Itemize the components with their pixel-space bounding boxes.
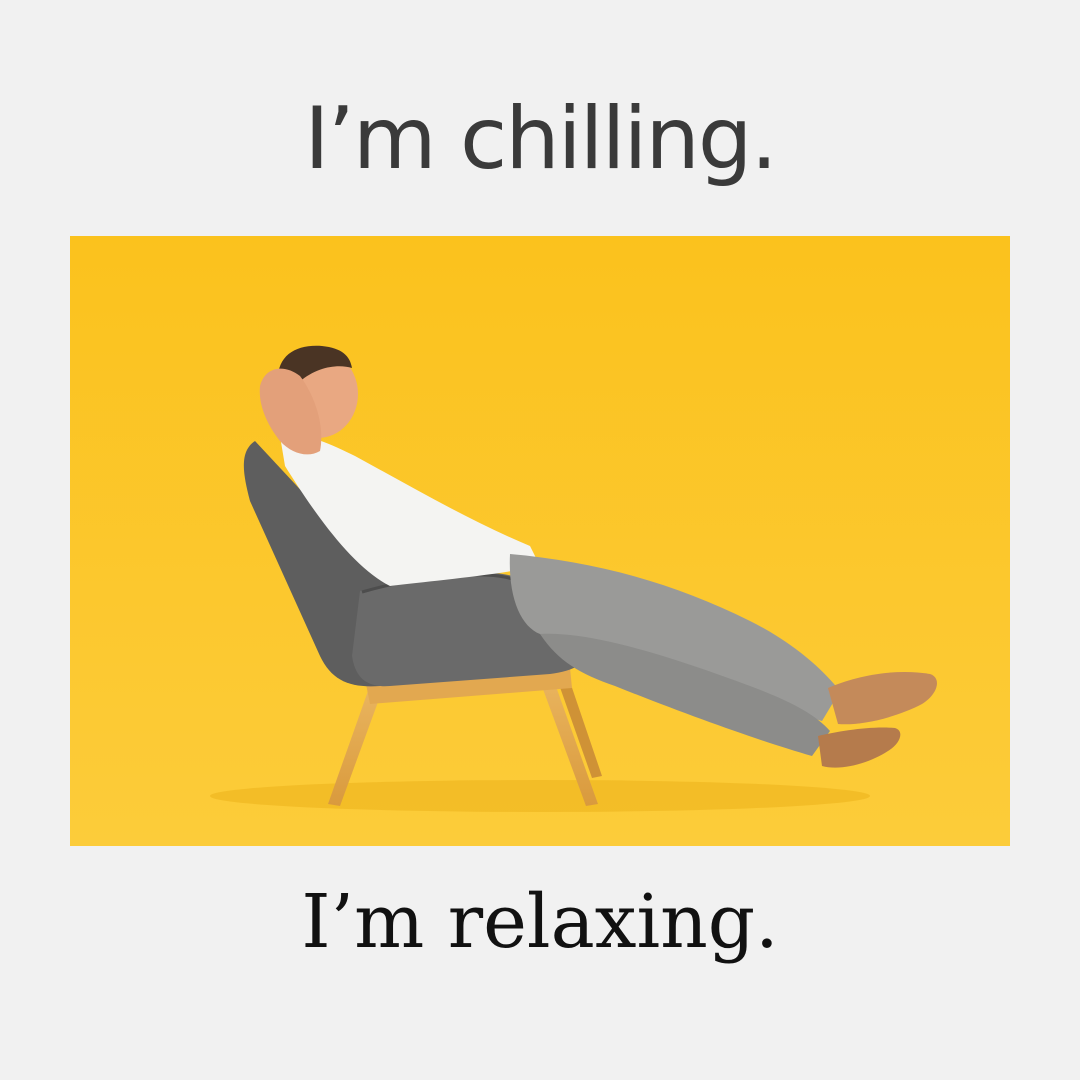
top-caption: I’m chilling.: [304, 89, 776, 189]
bottom-caption: I’m relaxing.: [301, 879, 779, 965]
floor-shadow: [210, 780, 870, 812]
man-in-armchair-illustration: [70, 236, 1010, 846]
photo-panel: [70, 236, 1010, 846]
